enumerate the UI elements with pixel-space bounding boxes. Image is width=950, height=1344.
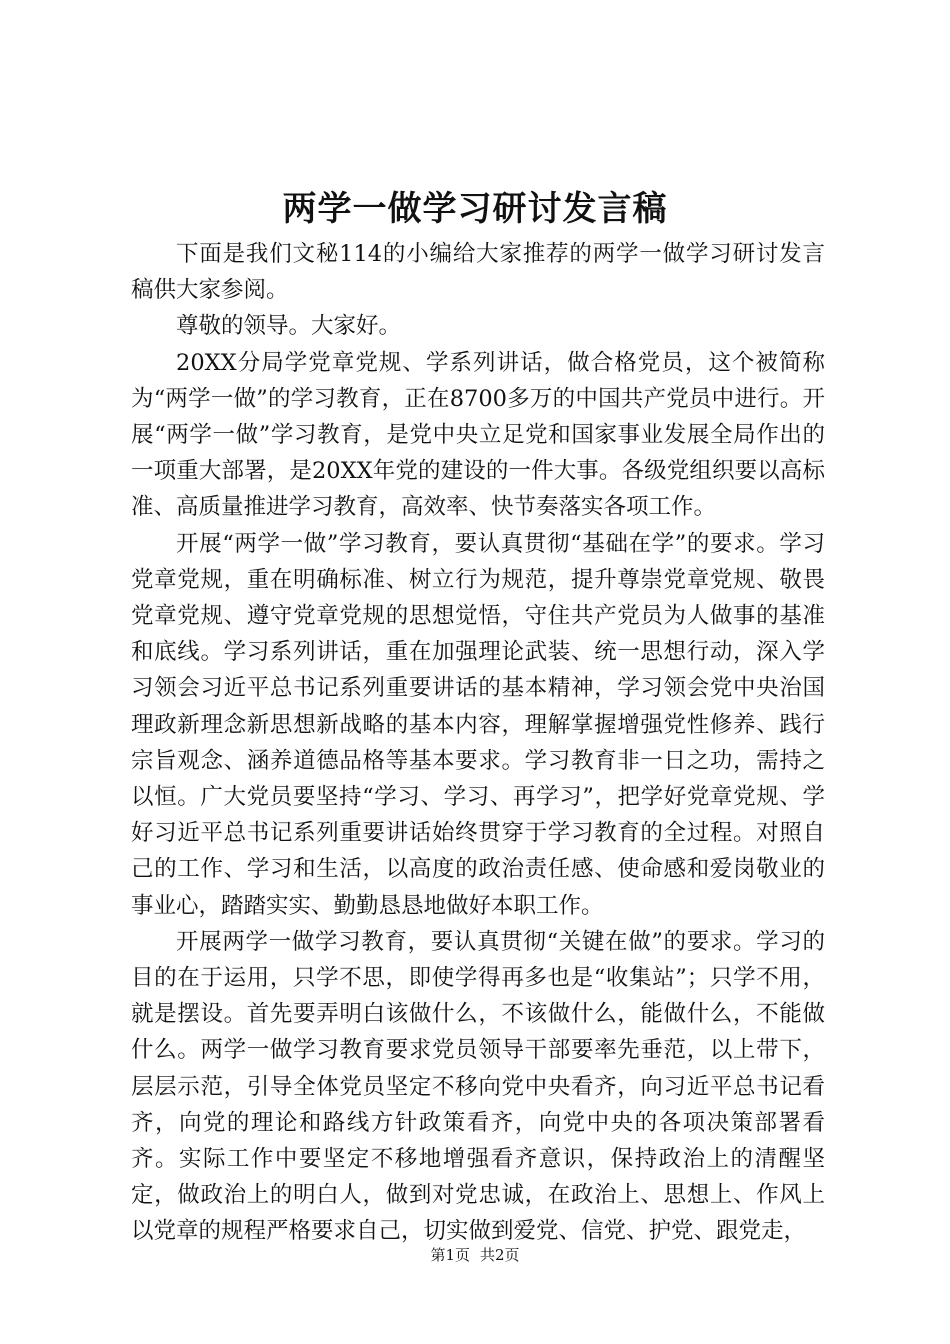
document-body	[131, 236, 825, 1250]
page-number: 第1页	[430, 1246, 470, 1264]
paragraph-key-in-action: 开展两学一做学习教育，要认真贯彻“关键在做”的要求。学习的目的在于运用，只学不思，即使学得再多也是“收集站”；只学不用，就是摆设。首先要弄明白该做什么，不该做什么，能做什么，不能做什么。两学一做学习教育要求党员领导干部要率先垂范，以上带下，层层示范，引导全体党员坚定不移向党中央看齐，向习近平总书记看齐，向党的理论和路线方针政策看齐，向党中央的各项决策部署看齐。实际工作中要坚定不移地增强看齐意识，保持政治上的清醒坚定，做政治上的明白人，做到对党忠诚，在政治上、思想上、作风上以党章的规程严格要求自己，切实做到爱党、信党、护党、跟党走，	[131, 928, 825, 1245]
paragraph-greeting: 尊敬的领导。大家好。	[176, 313, 402, 340]
paragraph-intro: 下面是我们文秘114的小编给大家推荐的两学一做学习研讨发言稿供大家参阅。	[131, 241, 825, 304]
page-footer	[0, 1244, 950, 1266]
page-total: 共2页	[480, 1246, 520, 1264]
paragraph-background: 20XX分局学党章党规、学系列讲话，做合格党员，这个被简称为“两学一做”的学习教育，正在8700多万的中国共产党员中进行。开展“两学一做”学习教育，是党中央立足党和国家事业发展全局作出的一项重大部署，是20XX年党的建设的一件大事。各级党组织要以高标准、高质量推进学习教育，高效率、快节奏落实各项工作。	[131, 349, 825, 521]
document-title: 两学一做学习研讨发言稿	[282, 189, 668, 229]
paragraph-study-foundation: 开展“两学一做”学习教育，要认真贯彻“基础在学”的要求。学习党章党规，重在明确标准、树立行为规范，提升尊崇党章党规、敬畏党章党规、遵守党章党规的思想觉悟，守住共产党员为人做事的基准和底线。学习系列讲话，重在加强理论武装、统一思想行动，深入学习领会习近平总书记系列重要讲话的基本精神，学习领会党中央治国理政新理念新思想新战略的基本内容，理解掌握增强党性修养、践行宗旨观念、涵养道德品格等基本要求。学习教育非一日之功，需持之以恒。广大党员要坚持“学习、学习、再学习”，把学好党章党规、学好习近平总书记系列重要讲话始终贯穿于学习教育的全过程。对照自己的工作、学习和生活，以高度的政治责任感、使命感和爱岗敬业的事业心，踏踏实实、勤勤恳恳地做好本职工作。	[131, 530, 825, 919]
